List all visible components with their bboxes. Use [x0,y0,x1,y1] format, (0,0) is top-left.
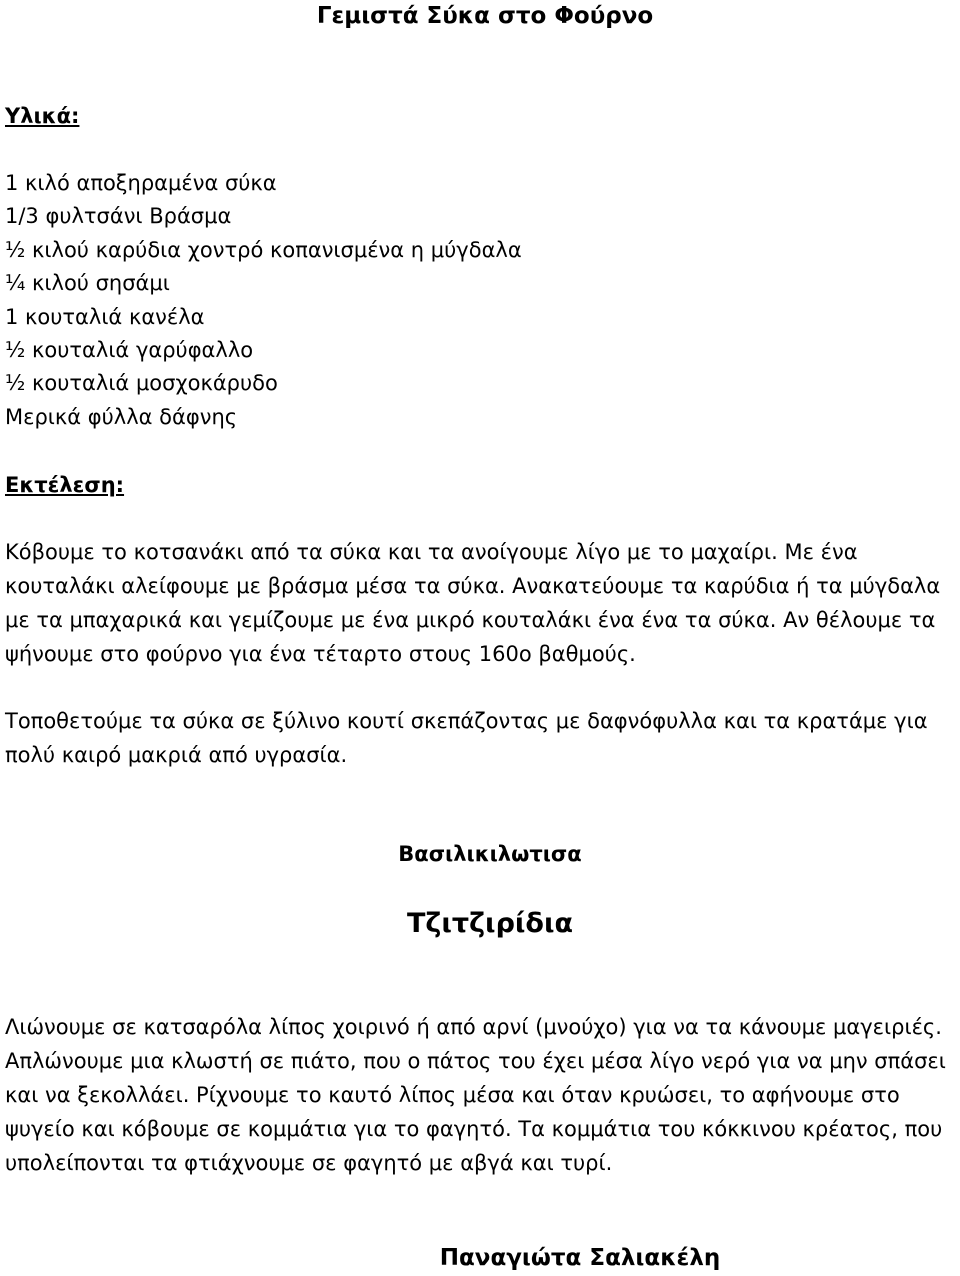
recipe-title: Γεμιστά Σύκα στο Φούρνο [316,3,654,29]
ingredient-item: ½ κιλού καρύδια χοντρό κοπανισμένα η μύγδαλα [5,237,522,262]
ingredient-item: ½ κουταλιά μοσχοκάρυδο [5,371,278,396]
method-paragraph: Κόβουμε το κοτσανάκι από τα σύκα και τα ανοίγουμε λίγο με το μαχαίρι. Με ένα κουταλάκι αλείφουμε με βράσμα μέσα τα σύκα. Ανακατεύουμε τα καρύδια ή τα μύγδαλα με τα μπαχαρικά και γεμίζουμε με ένα μικρό κουταλάκι ένα ένα τα σύκα. Αν θέλουμε τα ψήνουμε στο φούρνο για ένα τέταρτο στους 160ο βαθμούς. [5,540,941,666]
ingredient-item: Μερικά φύλλα δάφνης [5,404,238,429]
method-heading: Εκτέλεση: [5,473,125,497]
ingredients-heading: Υλικά: [5,104,80,128]
author-name-2: Παναγιώτα Σαλιακέλη [439,1245,721,1271]
ingredient-item: 1 κιλό αποξηραμένα σύκα [5,171,277,195]
ingredient-item: 1 κουταλιά κανέλα [5,304,205,329]
ingredient-item: ½ κουταλιά γαρύφαλλο [5,338,254,363]
ingredient-item: 1/3 φυλτσάνι Βράσμα [5,204,232,229]
storage-paragraph: Τοποθετούμε τα σύκα σε ξύλινο κουτί σκεπάζοντας με δαφνόφυλλα και τα κρατάμε για πολύ καιρό μακριά από υγρασία. [5,709,928,767]
ingredient-item: ¼ κιλού σησάμι [5,271,170,296]
recipe-title-2: Τζιτζιρίδια [406,908,574,939]
author-name: Βασιλικιλωτισα [398,842,582,866]
recipe2-paragraph: Λιώνουμε σε κατσαρόλα λίπος χοιρινό ή από αρνί (μνούχο) για να τα κάνουμε μαγειριές. Απλώνουμε μια κλωστή σε πιάτο, που ο πάτος του έχει μέσα λίγο νερό για να μην σπάσει και να ξεκολλάει. Ρίχνουμε το καυτό λίπος μέσα και όταν κρυώσει, το αφήνουμε στο ψυγείο και κόβουμε σε κομμάτια για το φαγητό. Τα κομμάτια του κόκκινου κρέατος, που υπολείπονται τα φτιάχνουμε σε φαγητό με αβγά και τυρί. [5,1015,946,1175]
ingredients-list [5,167,522,434]
